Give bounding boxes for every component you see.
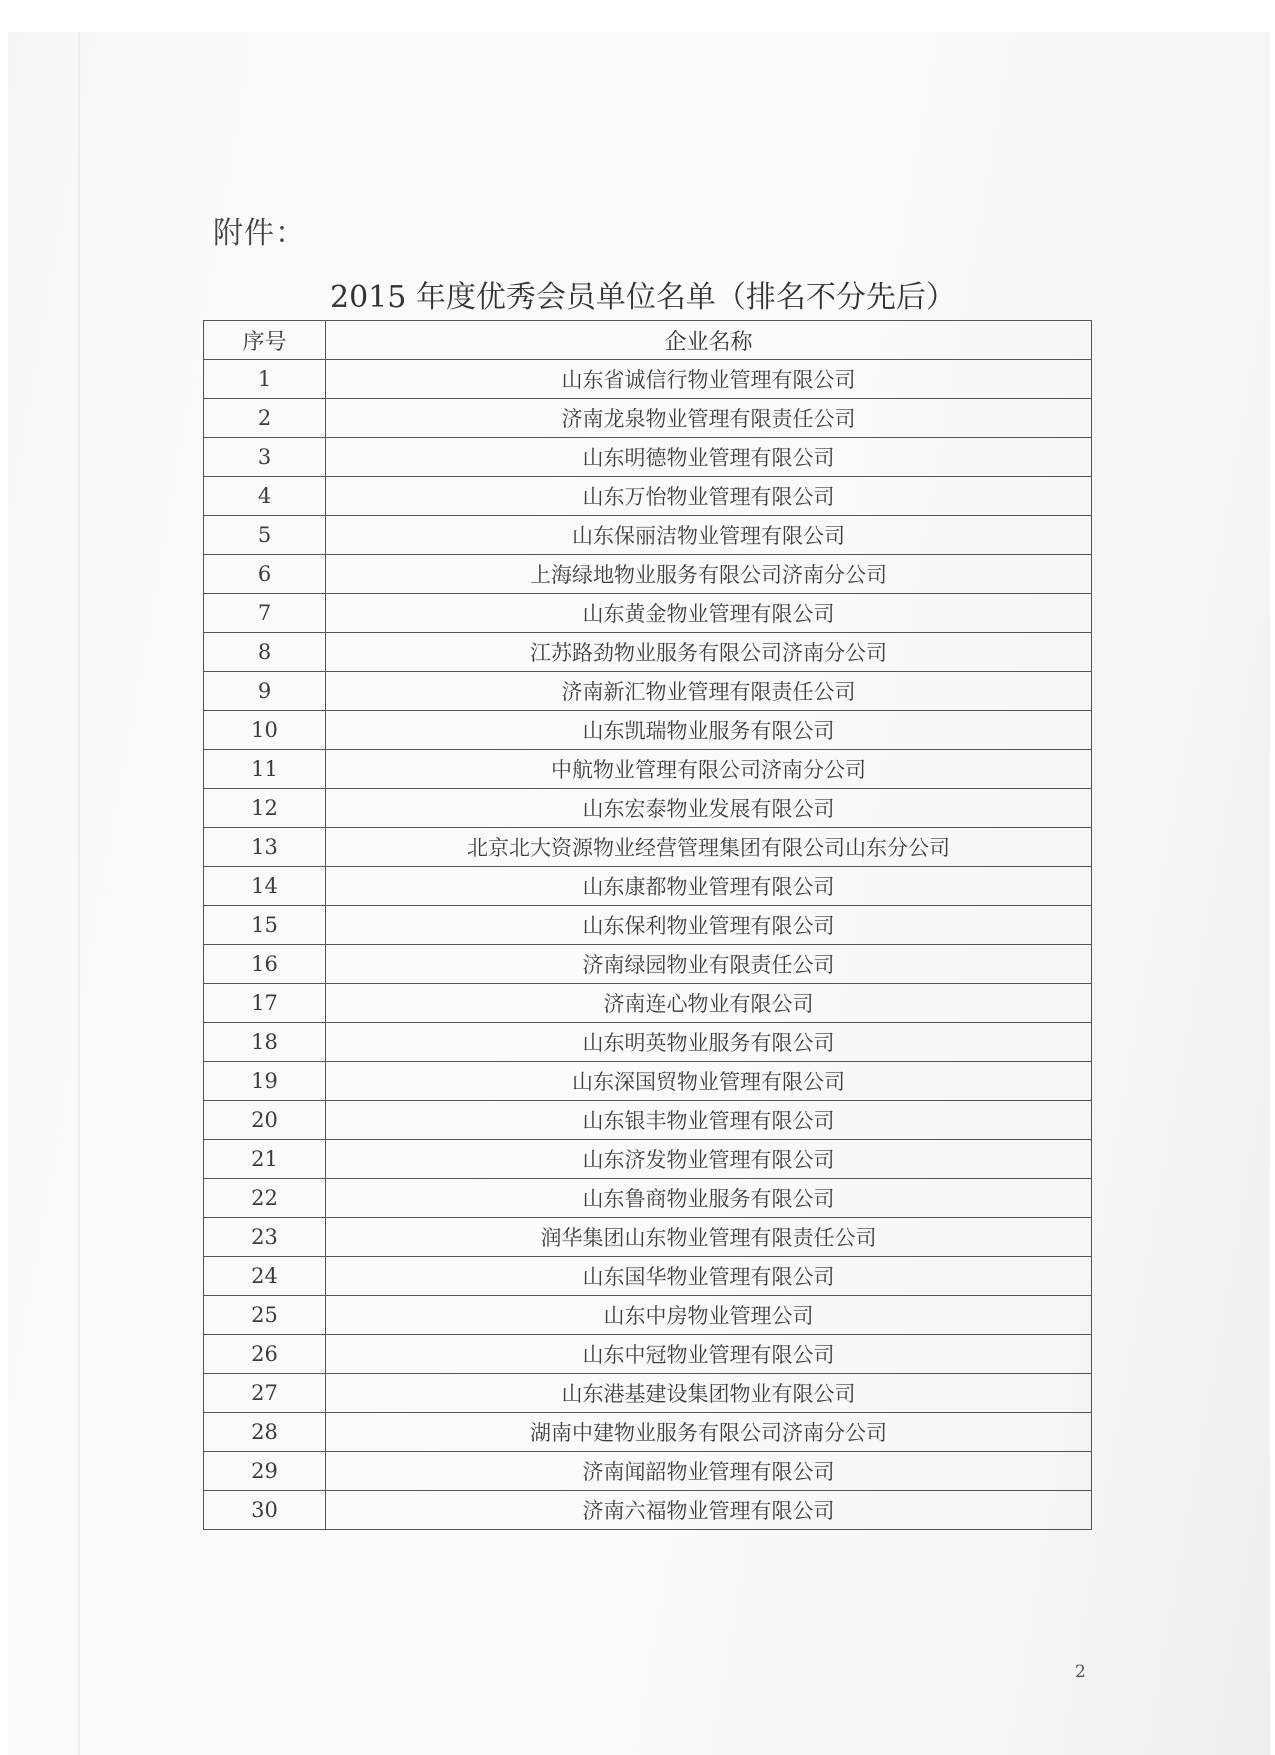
serial-number-cell: 7 — [204, 594, 326, 633]
company-name-cell: 山东黄金物业管理有限公司 — [326, 594, 1092, 633]
company-name-cell: 济南闻韶物业管理有限公司 — [326, 1452, 1092, 1491]
table-row — [204, 1452, 1092, 1491]
table-row — [204, 399, 1092, 438]
table-row — [204, 1491, 1092, 1530]
serial-number-cell: 4 — [204, 477, 326, 516]
company-name-cell: 上海绿地物业服务有限公司济南分公司 — [326, 555, 1092, 594]
table-row — [204, 750, 1092, 789]
table-row — [204, 1413, 1092, 1452]
serial-number-cell: 18 — [204, 1023, 326, 1062]
table-row — [204, 1179, 1092, 1218]
company-name-cell: 济南连心物业有限公司 — [326, 984, 1092, 1023]
company-name-cell: 江苏路劲物业服务有限公司济南分公司 — [326, 633, 1092, 672]
column-header-serial-number: 序号 — [204, 321, 326, 360]
serial-number-cell: 29 — [204, 1452, 326, 1491]
table-row — [204, 594, 1092, 633]
company-name-cell: 山东济发物业管理有限公司 — [326, 1140, 1092, 1179]
company-name-cell: 山东宏泰物业发展有限公司 — [326, 789, 1092, 828]
table-row — [204, 633, 1092, 672]
table-row — [204, 672, 1092, 711]
serial-number-cell: 27 — [204, 1374, 326, 1413]
company-name-cell: 山东保丽洁物业管理有限公司 — [326, 516, 1092, 555]
table-body — [204, 360, 1092, 1530]
table-header-row — [204, 321, 1092, 360]
serial-number-cell: 23 — [204, 1218, 326, 1257]
company-name-cell: 山东鲁商物业服务有限公司 — [326, 1179, 1092, 1218]
serial-number-cell: 11 — [204, 750, 326, 789]
company-name-cell: 山东中冠物业管理有限公司 — [326, 1335, 1092, 1374]
attachment-label: 附件： — [213, 216, 306, 251]
table-row — [204, 1140, 1092, 1179]
serial-number-cell: 13 — [204, 828, 326, 867]
serial-number-cell: 16 — [204, 945, 326, 984]
company-name-cell: 山东银丰物业管理有限公司 — [326, 1101, 1092, 1140]
company-name-cell: 山东万怡物业管理有限公司 — [326, 477, 1092, 516]
table-row — [204, 945, 1092, 984]
company-name-cell: 山东深国贸物业管理有限公司 — [326, 1062, 1092, 1101]
company-name-cell: 山东明德物业管理有限公司 — [326, 438, 1092, 477]
serial-number-cell: 21 — [204, 1140, 326, 1179]
table-row — [204, 1374, 1092, 1413]
table-row — [204, 828, 1092, 867]
table-row — [204, 1023, 1092, 1062]
table-row — [204, 1335, 1092, 1374]
company-name-cell: 中航物业管理有限公司济南分公司 — [326, 750, 1092, 789]
serial-number-cell: 8 — [204, 633, 326, 672]
company-name-cell: 济南绿园物业有限责任公司 — [326, 945, 1092, 984]
table-row — [204, 438, 1092, 477]
serial-number-cell: 15 — [204, 906, 326, 945]
table-row — [204, 984, 1092, 1023]
table-row — [204, 789, 1092, 828]
company-name-cell: 润华集团山东物业管理有限责任公司 — [326, 1218, 1092, 1257]
serial-number-cell: 5 — [204, 516, 326, 555]
company-name-cell: 山东明英物业服务有限公司 — [326, 1023, 1092, 1062]
table-row — [204, 867, 1092, 906]
table-row — [204, 1218, 1092, 1257]
page-number: 2 — [1075, 1662, 1086, 1682]
table-row — [204, 1062, 1092, 1101]
company-name-cell: 山东港基建设集团物业有限公司 — [326, 1374, 1092, 1413]
serial-number-cell: 2 — [204, 399, 326, 438]
serial-number-cell: 6 — [204, 555, 326, 594]
company-name-cell: 湖南中建物业服务有限公司济南分公司 — [326, 1413, 1092, 1452]
company-name-cell: 济南六福物业管理有限公司 — [326, 1491, 1092, 1530]
document-title: 2015 年度优秀会员单位名单（排名不分先后） — [330, 280, 956, 315]
table-row — [204, 360, 1092, 399]
table-row — [204, 906, 1092, 945]
serial-number-cell: 25 — [204, 1296, 326, 1335]
serial-number-cell: 12 — [204, 789, 326, 828]
company-name-cell: 济南新汇物业管理有限责任公司 — [326, 672, 1092, 711]
column-header-company-name: 企业名称 — [326, 321, 1092, 360]
serial-number-cell: 22 — [204, 1179, 326, 1218]
serial-number-cell: 10 — [204, 711, 326, 750]
table-row — [204, 555, 1092, 594]
company-name-cell: 济南龙泉物业管理有限责任公司 — [326, 399, 1092, 438]
company-name-cell: 山东国华物业管理有限公司 — [326, 1257, 1092, 1296]
serial-number-cell: 3 — [204, 438, 326, 477]
company-name-cell: 山东省诚信行物业管理有限公司 — [326, 360, 1092, 399]
serial-number-cell: 28 — [204, 1413, 326, 1452]
company-name-cell: 山东康都物业管理有限公司 — [326, 867, 1092, 906]
serial-number-cell: 26 — [204, 1335, 326, 1374]
serial-number-cell: 14 — [204, 867, 326, 906]
company-name-cell: 山东凯瑞物业服务有限公司 — [326, 711, 1092, 750]
serial-number-cell: 19 — [204, 1062, 326, 1101]
serial-number-cell: 1 — [204, 360, 326, 399]
serial-number-cell: 9 — [204, 672, 326, 711]
serial-number-cell: 30 — [204, 1491, 326, 1530]
serial-number-cell: 20 — [204, 1101, 326, 1140]
table-row — [204, 477, 1092, 516]
company-name-cell: 山东保利物业管理有限公司 — [326, 906, 1092, 945]
table-row — [204, 711, 1092, 750]
company-name-cell: 北京北大资源物业经营管理集团有限公司山东分公司 — [326, 828, 1092, 867]
serial-number-cell: 17 — [204, 984, 326, 1023]
page-fold-edge — [78, 32, 80, 1755]
table-row — [204, 1101, 1092, 1140]
table-row — [204, 1257, 1092, 1296]
serial-number-cell: 24 — [204, 1257, 326, 1296]
table-row — [204, 1296, 1092, 1335]
company-name-cell: 山东中房物业管理公司 — [326, 1296, 1092, 1335]
member-roster-table — [203, 320, 1092, 1530]
table-row — [204, 516, 1092, 555]
